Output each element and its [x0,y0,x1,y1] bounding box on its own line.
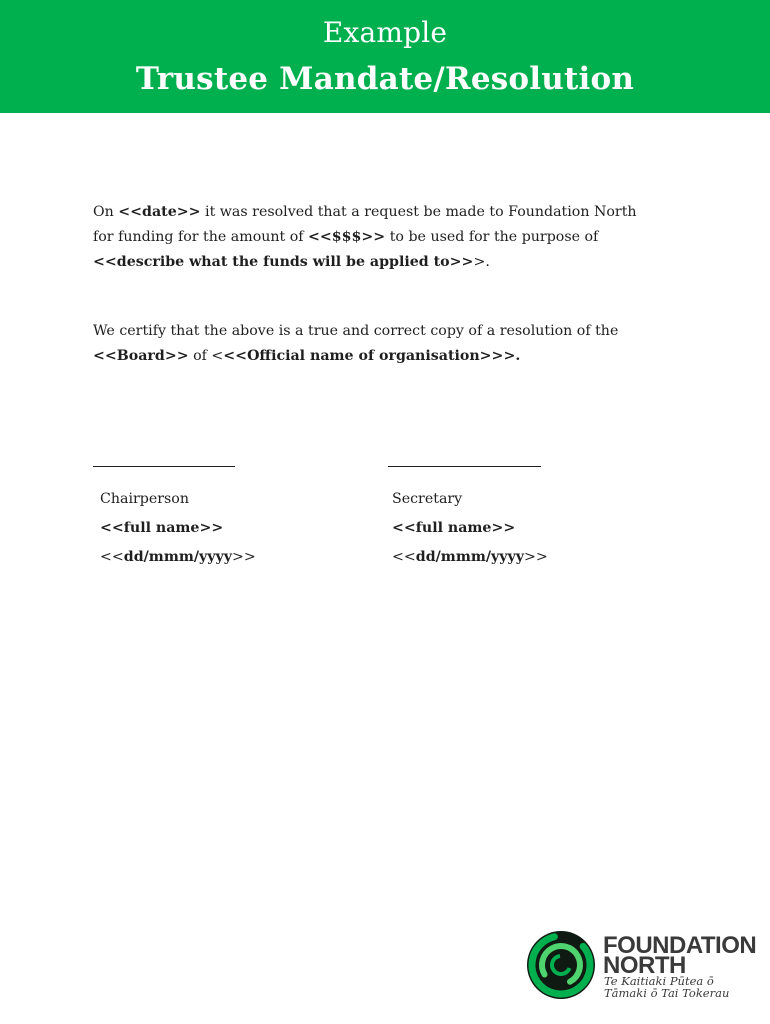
secretary-date-format: dd/mmm/yyyy [415,549,524,565]
p1-text-2: it was resolved that a request be made to Foundation North for funding for the amount of [93,204,637,245]
document-title: Trustee Mandate/Resolution [135,61,635,97]
document-header [0,0,770,113]
secretary-signature-line [388,466,541,467]
p1-text-1: On [93,204,119,220]
chairperson-full-name: <<full name>> [100,520,224,536]
chairperson-signature-block [100,487,256,574]
amount-placeholder: <<$$$>> [308,229,386,245]
secretary-signature-block [392,487,548,574]
document-subtitle: Example [322,16,448,49]
resolution-paragraph [93,200,653,275]
secretary-date-close: >> [524,549,548,565]
chairperson-date-format: dd/mmm/yyyy [123,549,232,565]
chairperson-date [100,545,256,574]
purpose-placeholder: <<describe what the funds will be applied to>> [93,254,474,270]
logo-text-foundation: FOUNDATION [603,932,757,959]
logo-tagline-1: Te Kaitiaki Pūtea ō [604,974,714,988]
p1-text-3: to be used for the purpose of [385,229,599,245]
secretary-role: Secretary [392,491,463,507]
secretary-full-name: <<full name>> [392,520,516,536]
certification-paragraph [93,319,653,369]
chairperson-date-open: << [100,549,124,565]
chairperson-date-close: >> [232,549,256,565]
chairperson-signature-line [93,466,235,467]
date-placeholder: <<date>> [118,204,201,220]
secretary-date-open: << [392,549,416,565]
logo-tagline-2: Tāmaki ō Tai Tokerau [604,986,730,1000]
secretary-date [392,545,548,574]
foundation-north-swirl-icon [525,928,599,1002]
p2-text-2: of < [188,348,224,364]
organisation-placeholder: <<Official name of organisation>>>. [223,348,521,364]
p1-text-4: >. [473,254,490,270]
logo-text-north: NORTH [603,952,686,979]
p2-text-1: We certify that the above is a true and correct copy of a resolution of the [93,323,619,339]
chairperson-role: Chairperson [100,491,189,507]
foundation-north-logo [525,928,755,1002]
board-placeholder: <<Board>> [93,348,189,364]
